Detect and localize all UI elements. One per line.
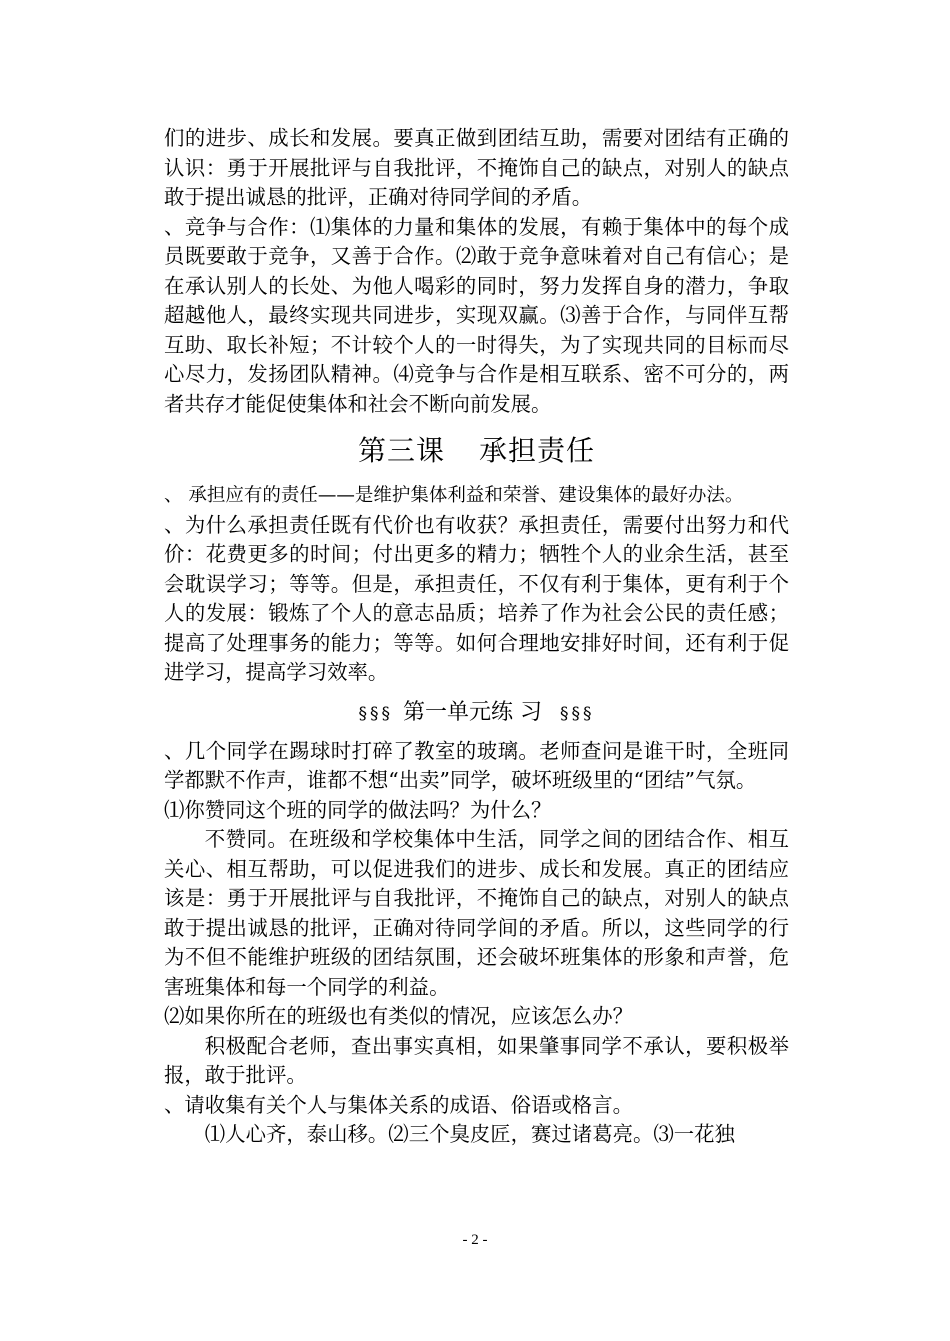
page-content [164,124,789,1150]
section-marks-right: §§§ [560,703,595,724]
lesson-heading [164,431,789,471]
paragraph-cost-and-gain: 、为什么承担责任既有代价也有收获？承担责任，需要付出努力和代价：花费更多的时间；付出更多的精力；牺牲个人的业余生活，甚至会耽误学习；等等。但是，承担责任，不仅有利于集体，更有利于个人的发展：锻炼了个人的意志品质；培养了作为社会公民的责任感；提高了处理事务的能力；等等。如何合理地安排好时间，还有利于促进学习，提高学习效率。 [164,512,789,684]
section-marks-left: §§§ [358,703,393,724]
exercise-answer-1-sub-1: 不赞同。在班级和学校集体中生活，同学之间的团结合作、相互关心、相互帮助，可以促进我们的进步、成长和发展。真正的团结应该是：勇于开展批评与自我批评，不掩饰自己的缺点，对别人的缺点敢于提出诚恳的批评，正确对待同学间的矛盾。所以，这些同学的行为不但不能维护班级的团结氛围，还会破坏班集体的形象和声誉，危害班集体和每一个同学的利益。 [164,827,789,999]
lesson-number: 第三课 [357,434,445,467]
paragraph-bear-responsibility: 、 承担应有的责任——是维护集体利益和荣誉、建设集体的最好办法。 [164,485,744,506]
lesson-title: 承担责任 [479,434,596,467]
unit-exercise-title: 第一单元练 习 [403,699,542,725]
exercise-question-1-sub-2: ⑵如果你所在的班级也有类似的情况，应该怎么办？ [164,1004,633,1028]
exercise-question-1: 、几个同学在踢球时打碎了教室的玻璃。老师查问是谁干时，全班同学都默不作声，谁都不想“出卖”同学，破坏班级里的“团结”气氛。 [164,738,789,792]
exercise-question-2: 、请收集有关个人与集体关系的成语、俗语或格言。 [164,1092,633,1117]
page-number: - 2 - [462,1232,488,1248]
exercise-answer-1-sub-2: 积极配合老师，查出事实真相，如果肇事同学不承认，要积极举报，敢于批评。 [164,1033,789,1087]
paragraph-unity-continued: 们的进步、成长和发展。要真正做到团结互助，需要对团结有正确的认识：勇于开展批评与自我批评，不掩饰自己的缺点，对别人的缺点敢于提出诚恳的批评，正确对待同学间的矛盾。 [164,126,789,209]
paragraph-competition-cooperation: 、竞争与合作：⑴集体的力量和集体的发展，有赖于集体中的每个成员既要敢于竞争，又善于合作。⑵敢于竞争意味着对自己有信心；是在承认别人的长处、为他人喝彩的同时，努力发挥自身的潜力，争取超越他人，最终实现共同进步，实现双赢。⑶善于合作，与同伴互帮互助、取长补短；不计较个人的一时得失，为了实现共同的目标而尽心尽力，发扬团队精神。⑷竞争与合作是相互联系、密不可分的，两者共存才能促使集体和社会不断向前发展。 [164,214,789,416]
exercise-answer-2: ⑴人心齐，泰山移。⑵三个臭皮匠，赛过诸葛亮。⑶一花独 [204,1122,735,1146]
exercise-question-1-sub-1: ⑴你赞同这个班的同学的做法吗？为什么？ [164,797,552,822]
unit-exercise-heading [164,696,789,731]
